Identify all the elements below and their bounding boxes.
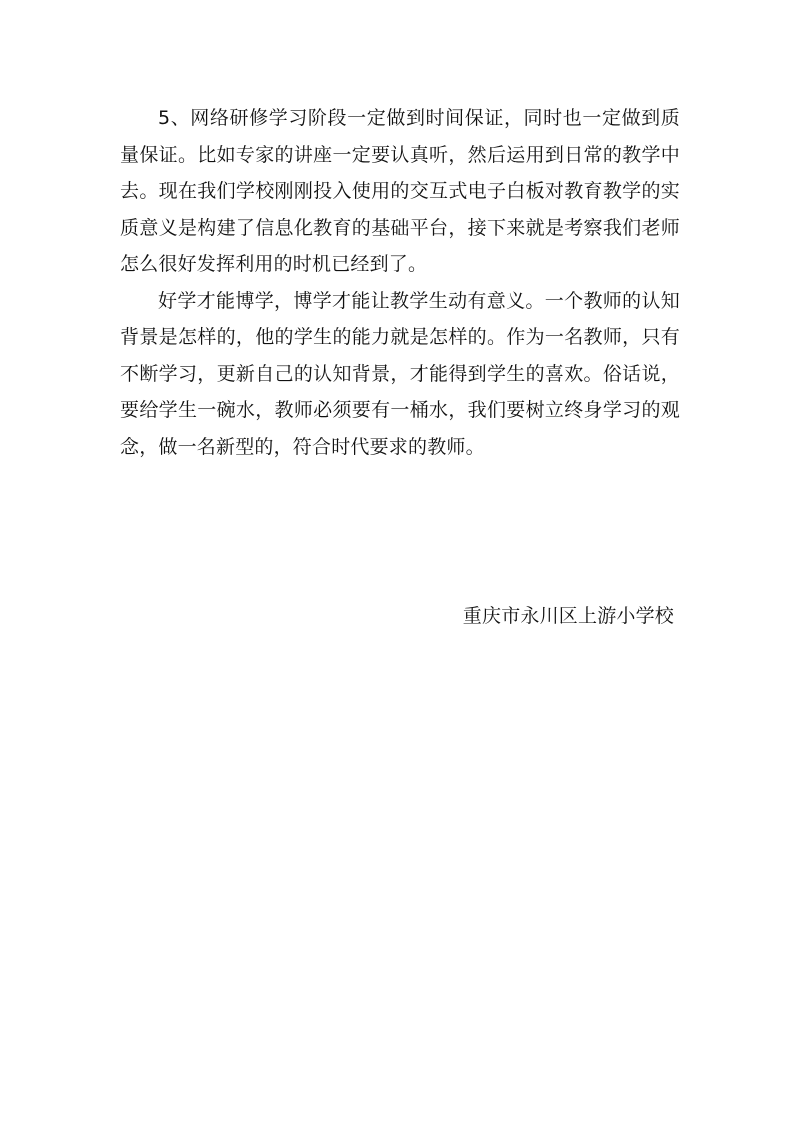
- document-body: [120, 100, 680, 465]
- paragraph-2: 好学才能博学，博学才能让教学生动有意义。一个教师的认知背景是怎样的，他的学生的能力就是怎样的。作为一名教师，只有不断学习，更新自己的认知背景，才能得到学生的喜欢。俗话说，要给学生一碗水，教师必须要有一桶水，我们要树立终身学习的观念，做一名新型的，符合时代要求的教师。: [120, 289, 680, 458]
- signature-school-name: 重庆市永川区上游小学校: [462, 605, 674, 627]
- paragraph-1: 5、网络研修学习阶段一定做到时间保证，同时也一定做到质量保证。比如专家的讲座一定要认真听，然后运用到日常的教学中去。现在我们学校刚刚投入使用的交互式电子白板对教育教学的实质意义是构建了信息化教育的基础平台，接下来就是考察我们老师怎么很好发挥利用的时机已经到了。: [120, 107, 680, 275]
